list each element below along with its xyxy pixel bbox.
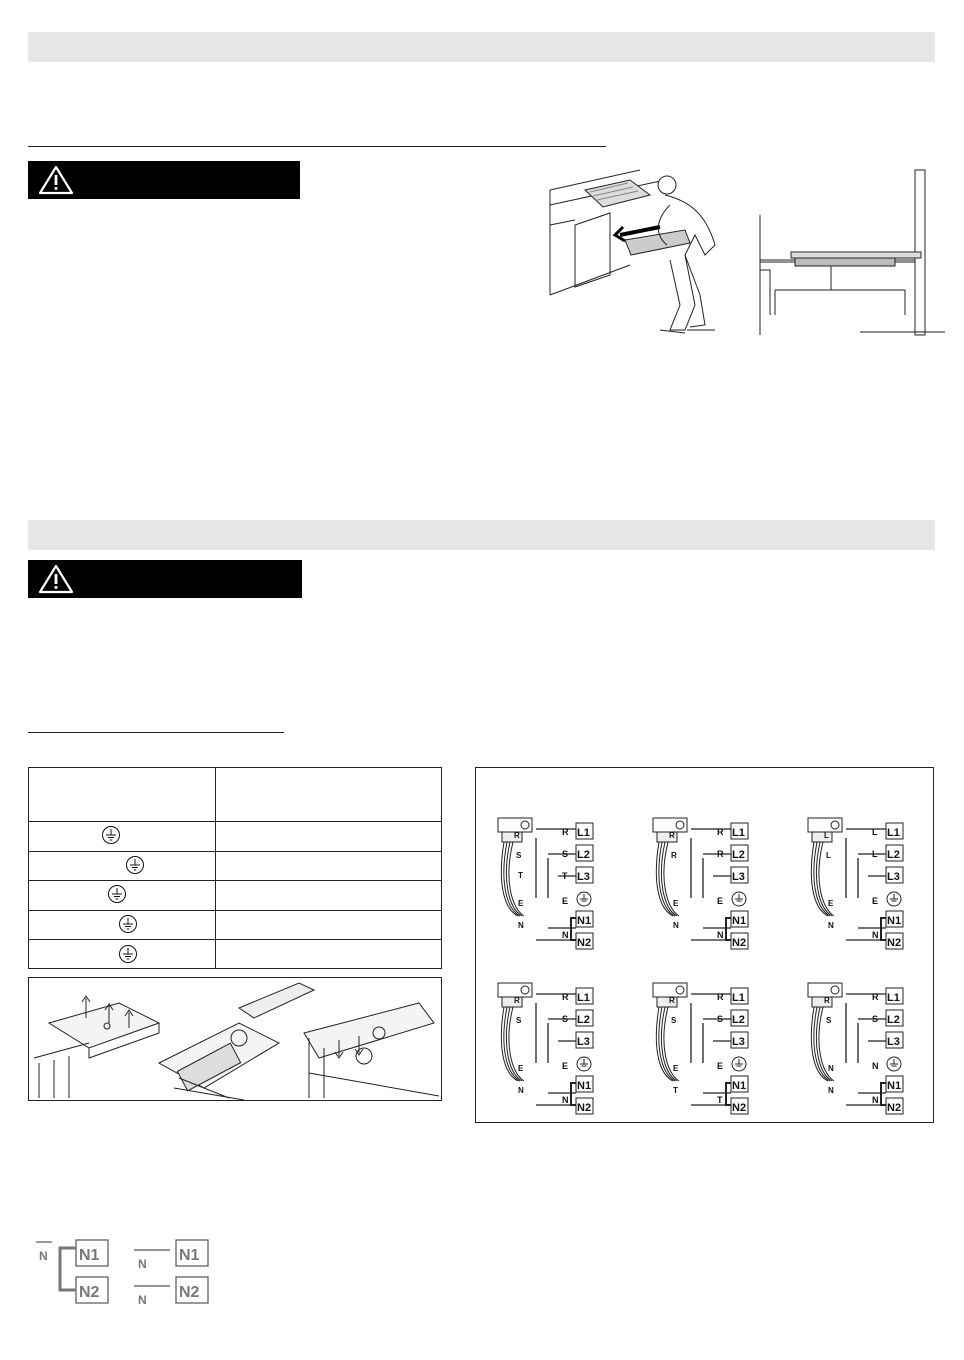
line-label: R: [562, 992, 569, 1002]
wire-label: S: [516, 851, 522, 860]
line-label: R: [872, 992, 879, 1002]
line-label: T: [562, 871, 568, 881]
terminal-label: N1: [887, 1080, 902, 1092]
terminal-label: L1: [732, 827, 745, 839]
bridge-label-n2: N2: [79, 1284, 100, 1301]
wire-label: E: [518, 1064, 524, 1073]
terminal-label: N1: [577, 1080, 592, 1092]
wire-label: N: [828, 1064, 834, 1073]
line-label: N: [872, 1061, 879, 1071]
bridge-label-n2: N2: [179, 1284, 200, 1301]
terminal-label: N1: [732, 915, 747, 927]
ground-icon: [107, 884, 127, 904]
line-label: L: [872, 827, 878, 837]
terminal-label: N1: [577, 915, 592, 927]
wire-label: E: [673, 899, 679, 908]
line-label: S: [717, 1014, 724, 1024]
wire-label: N: [518, 1086, 524, 1095]
wire-label: E: [828, 899, 834, 908]
line-label: S: [562, 1014, 569, 1024]
wire-label: R: [514, 831, 520, 840]
terminal-label: L1: [887, 992, 900, 1004]
warning-triangle-icon: [38, 164, 74, 196]
wire-label: E: [518, 899, 524, 908]
ground-icon: [118, 944, 138, 964]
wire-label: S: [671, 1016, 677, 1025]
line-label: E: [717, 1061, 724, 1071]
wiring-diagram-4: [498, 983, 593, 1114]
terminal-cover-steps: [29, 978, 441, 1100]
wiring-diagram-2: [653, 818, 748, 949]
ground-icon: [125, 855, 145, 875]
wire-label: R: [669, 831, 675, 840]
line-label: E: [717, 896, 724, 906]
terminal-label: L3: [732, 1036, 745, 1048]
wire-label: T: [518, 871, 523, 880]
wire-label: R: [824, 996, 830, 1005]
wire-label: N: [518, 921, 524, 930]
line-label: T: [717, 1095, 723, 1105]
bridge-label-n: N: [39, 1249, 48, 1263]
terminal-label: L2: [732, 1014, 745, 1026]
terminal-label: N2: [887, 937, 902, 949]
terminal-label: L3: [577, 871, 590, 883]
countertop-section-diagram: [755, 165, 945, 340]
line-label: S: [872, 1014, 879, 1024]
wiring-diagram-5: [653, 983, 748, 1114]
bridge-label-n1: N1: [79, 1247, 100, 1264]
line-label: S: [562, 849, 569, 859]
wire-label: E: [673, 1064, 679, 1073]
line-label: N: [562, 930, 569, 940]
wire-label: N: [828, 921, 834, 930]
section-header-bar-2: [28, 520, 935, 550]
line-label: R: [717, 849, 724, 859]
section-header-bar-1: [28, 32, 935, 62]
bridge-label-n: N: [138, 1293, 147, 1307]
wire-label: N: [673, 921, 679, 930]
wire-label: S: [516, 1016, 522, 1025]
wiring-diagram-6: [808, 983, 903, 1114]
wiring-diagram-3: [808, 818, 903, 949]
warning-triangle-icon: [38, 563, 74, 595]
terminal-label: L3: [732, 871, 745, 883]
terminal-label: L2: [577, 849, 590, 861]
terminal-label: N2: [577, 937, 592, 949]
line-label: L: [872, 849, 878, 859]
line-label: E: [872, 896, 879, 906]
section-divider-2: [28, 732, 284, 733]
terminal-label: N2: [732, 937, 747, 949]
wiring-diagram-1: [498, 818, 593, 949]
wire-label: L: [826, 851, 831, 860]
terminal-label: L3: [887, 1036, 900, 1048]
wire-label: L: [824, 831, 829, 840]
line-label: E: [562, 1061, 569, 1071]
wire-label: R: [669, 996, 675, 1005]
wire-label: T: [673, 1086, 678, 1095]
wiring-diagrams-panel: [475, 767, 934, 1123]
line-label: R: [562, 827, 569, 837]
bridge-label-n: N: [138, 1257, 147, 1271]
line-label: N: [872, 930, 879, 940]
wiring-diagrams: [476, 768, 933, 1122]
terminal-cover-illustration: [28, 977, 442, 1101]
ground-icon: [101, 825, 121, 845]
terminal-label: N2: [732, 1102, 747, 1114]
terminal-label: L2: [887, 849, 900, 861]
terminal-label: N2: [577, 1102, 592, 1114]
line-label: R: [717, 827, 724, 837]
terminal-label: L3: [577, 1036, 590, 1048]
wire-label: N: [828, 1086, 834, 1095]
bridge-label-n1: N1: [179, 1247, 200, 1264]
connection-table: [28, 767, 442, 969]
terminal-label: L2: [732, 849, 745, 861]
terminal-label: L3: [887, 871, 900, 883]
terminal-label: L1: [887, 827, 900, 839]
neutral-bridge-illustration: [30, 1230, 220, 1315]
line-label: N: [872, 1095, 879, 1105]
wire-label: R: [671, 851, 677, 860]
hob-installation-illustration: [545, 165, 730, 340]
terminal-label: N1: [732, 1080, 747, 1092]
terminal-label: L2: [887, 1014, 900, 1026]
warning-banner-2: [28, 560, 302, 598]
terminal-label: L1: [732, 992, 745, 1004]
terminal-label: L2: [577, 1014, 590, 1026]
terminal-label: L1: [577, 827, 590, 839]
line-label: N: [562, 1095, 569, 1105]
line-label: R: [717, 992, 724, 1002]
line-label: E: [562, 896, 569, 906]
ground-icon: [118, 914, 138, 934]
warning-banner-1: [28, 161, 300, 199]
section-divider-1: [28, 146, 606, 147]
terminal-label: N2: [887, 1102, 902, 1114]
line-label: N: [717, 930, 724, 940]
terminal-label: N1: [887, 915, 902, 927]
wire-label: R: [514, 996, 520, 1005]
wire-label: S: [826, 1016, 832, 1025]
terminal-label: L1: [577, 992, 590, 1004]
